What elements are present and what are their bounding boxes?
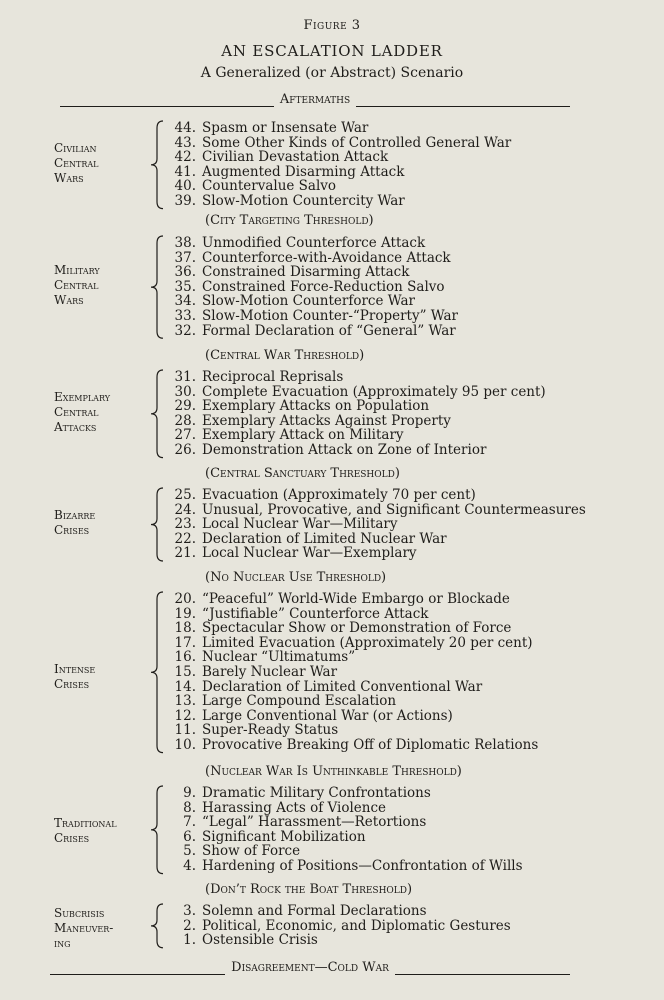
rung-text: Harassing Acts of Violence	[202, 799, 387, 816]
rung-number: 3.	[183, 903, 196, 919]
group-label-line: Crises	[54, 831, 90, 845]
group-label-line: Civilian	[54, 141, 97, 155]
rung-number: 37.	[174, 249, 196, 266]
group-label-line: Crises	[54, 677, 90, 691]
group-label-line: Central	[54, 405, 99, 419]
group-label-line: Attacks	[54, 420, 97, 434]
rung-text: Spectacular Show or Demonstration of Force	[202, 620, 512, 637]
rung-number: 32.	[174, 322, 196, 339]
threshold-label: (Don’t Rock the Boat Threshold)	[205, 882, 413, 897]
rung-text: Unusual, Provocative, and Significant Countermeasures	[202, 501, 586, 518]
group-label-line: Wars	[54, 293, 84, 307]
rung-text: Local Nuclear War—Exemplary	[202, 545, 417, 562]
rung-number: 1.	[183, 932, 196, 949]
brace-icon	[146, 120, 168, 210]
rung-number: 18.	[174, 620, 196, 637]
brace-icon	[146, 369, 168, 459]
rung-text: Spasm or Insensate War	[202, 120, 369, 136]
rung-text: Significant Mobilization	[202, 828, 366, 845]
rung-number: 38.	[174, 235, 196, 251]
rung-text: Nuclear “Ultimatums”	[202, 649, 356, 666]
threshold-label: (Central Sanctuary Threshold)	[205, 466, 400, 481]
rung-text: Reciprocal Reprisals	[202, 369, 344, 385]
group-label	[54, 816, 154, 846]
ladder-rung	[170, 443, 486, 458]
figure-label: Figure 3	[303, 18, 361, 33]
rung-number: 42.	[174, 149, 196, 166]
rung-text: “Peaceful” World-Wide Embargo or Blockade	[202, 591, 510, 607]
group-label-line: Central	[54, 156, 99, 170]
rung-text: “Justifiable” Counterforce Attack	[202, 605, 429, 622]
rule-right	[395, 968, 570, 975]
rung-number: 23.	[174, 516, 196, 533]
rung-number: 17.	[174, 634, 196, 651]
brace-icon	[146, 487, 168, 562]
rung-text: Augmented Disarming Attack	[202, 163, 405, 180]
page-title: AN ESCALATION LADDER	[221, 42, 443, 60]
rule-left	[60, 100, 274, 107]
rung-text: Declaration of Limited Nuclear War	[202, 530, 447, 547]
threshold-label: (Central War Threshold)	[205, 348, 365, 363]
top-rule-text: Aftermaths	[279, 92, 351, 107]
group-label-line: Intense	[54, 662, 96, 676]
bottom-rule	[50, 960, 570, 975]
rung-number: 7.	[183, 814, 196, 831]
rung-text: Counterforce-with-Avoidance Attack	[202, 249, 451, 266]
brace-icon	[146, 235, 168, 339]
rung-number: 8.	[183, 799, 196, 816]
rung-text: Constrained Force-Reduction Salvo	[202, 278, 445, 295]
rung-number: 31.	[174, 369, 196, 385]
rung-number: 34.	[174, 293, 196, 310]
rung-number: 13.	[174, 693, 196, 710]
threshold-label: (City Targeting Threshold)	[205, 213, 374, 228]
threshold-label: (Nuclear War Is Unthinkable Threshold)	[205, 764, 462, 779]
ladder-rung	[170, 324, 456, 339]
rung-number: 14.	[174, 678, 196, 695]
ladder-rung	[170, 194, 405, 209]
rung-text: Exemplary Attacks on Population	[202, 398, 430, 415]
ladder-rung	[170, 859, 523, 874]
rung-text: Dramatic Military Confrontations	[202, 785, 431, 801]
rung-text: Provocative Breaking Off of Diplomatic Relations	[202, 737, 539, 753]
rung-text: Complete Evacuation (Approximately 95 per cent)	[202, 383, 546, 400]
group-label	[54, 906, 154, 951]
rung-number: 24.	[174, 501, 196, 518]
rung-number: 16.	[174, 649, 196, 666]
rung-number: 27.	[174, 427, 196, 444]
rung-number: 9.	[183, 785, 196, 801]
rung-text: Slow-Motion Countercity War	[202, 193, 405, 209]
group-label	[54, 508, 154, 538]
rung-number: 39.	[174, 193, 196, 209]
ladder-rung	[170, 546, 417, 561]
rung-text: Exemplary Attack on Military	[202, 427, 404, 444]
rung-text: “Legal” Harassment—Retortions	[202, 814, 427, 831]
group-label-line: Exemplary	[54, 390, 111, 404]
rung-number: 25.	[174, 487, 196, 503]
top-rule	[60, 92, 570, 107]
rung-text: Constrained Disarming Attack	[202, 264, 410, 281]
rung-text: Local Nuclear War—Military	[202, 516, 398, 533]
rung-text: Declaration of Limited Conventional War	[202, 678, 483, 695]
rung-text: Formal Declaration of “General” War	[202, 322, 456, 339]
ladder-rung	[170, 738, 538, 753]
group-label	[54, 390, 154, 435]
rung-text: Evacuation (Approximately 70 per cent)	[202, 487, 476, 503]
rung-number: 10.	[174, 737, 196, 753]
rung-text: Solemn and Formal Declarations	[202, 903, 427, 919]
rung-text: Super-Ready Status	[202, 722, 339, 739]
rung-text: Political, Economic, and Diplomatic Gestures	[202, 917, 511, 934]
rung-text: Exemplary Attacks Against Property	[202, 412, 451, 429]
rung-text: Limited Evacuation (Approximately 20 per cent)	[202, 634, 533, 651]
rung-text: Some Other Kinds of Controlled General War	[202, 134, 512, 151]
ladder-rung	[170, 933, 318, 948]
rung-text: Civilian Devastation Attack	[202, 149, 389, 166]
group-label-line: Central	[54, 278, 99, 292]
subtitle: A Generalized (or Abstract) Scenario	[200, 65, 464, 81]
brace-icon	[146, 785, 168, 875]
rung-text: Large Compound Escalation	[202, 693, 397, 710]
brace-icon	[146, 903, 168, 949]
group-label-line: Military	[54, 263, 100, 277]
rung-number: 28.	[174, 412, 196, 429]
rung-number: 40.	[174, 178, 196, 195]
brace-icon	[146, 591, 168, 754]
rung-text: Slow-Motion Counter-“Property” War	[202, 308, 458, 324]
rung-number: 44.	[174, 120, 196, 136]
rung-number: 6.	[183, 828, 196, 845]
rung-number: 19.	[174, 605, 196, 622]
rung-number: 12.	[174, 707, 196, 724]
rung-number: 43.	[174, 134, 196, 151]
bottom-rule-text: Disagreement—Cold War	[231, 960, 389, 975]
rung-number: 22.	[174, 530, 196, 547]
group-label-line: Maneuver-	[54, 921, 114, 935]
rung-number: 29.	[174, 398, 196, 415]
rung-text: Barely Nuclear War	[202, 664, 338, 680]
rung-number: 21.	[174, 545, 196, 562]
rung-number: 35.	[174, 278, 196, 295]
rung-text: Hardening of Positions—Confrontation of Wills	[202, 858, 523, 874]
rung-number: 33.	[174, 308, 196, 324]
rung-number: 26.	[174, 442, 196, 458]
rung-text: Demonstration Attack on Zone of Interior	[202, 442, 487, 458]
group-label-line: Crises	[54, 523, 90, 537]
rung-number: 2.	[183, 917, 196, 934]
group-label-line: Subcrisis	[54, 906, 105, 920]
rung-number: 5.	[183, 843, 196, 860]
rung-number: 41.	[174, 163, 196, 180]
rung-text: Unmodified Counterforce Attack	[202, 235, 426, 251]
group-label	[54, 141, 154, 186]
rung-number: 4.	[183, 858, 196, 874]
threshold-label: (No Nuclear Use Threshold)	[205, 570, 387, 585]
group-label	[54, 662, 154, 692]
rung-number: 15.	[174, 664, 196, 680]
rung-text: Ostensible Crisis	[202, 932, 318, 949]
rung-number: 30.	[174, 383, 196, 400]
rule-right	[356, 100, 570, 107]
group-label-line: Traditional	[54, 816, 117, 830]
group-label	[54, 263, 154, 308]
rule-left	[50, 968, 225, 975]
group-label-line: Bizarre	[54, 508, 96, 522]
rung-number: 11.	[174, 722, 196, 739]
rung-text: Show of Force	[202, 843, 301, 860]
rung-text: Slow-Motion Counterforce War	[202, 293, 415, 310]
rung-text: Large Conventional War (or Actions)	[202, 707, 453, 724]
rung-number: 20.	[174, 591, 196, 607]
rung-text: Countervalue Salvo	[202, 178, 337, 195]
group-label-line: Wars	[54, 171, 84, 185]
group-label-line: ing	[54, 936, 71, 950]
rung-number: 36.	[174, 264, 196, 281]
